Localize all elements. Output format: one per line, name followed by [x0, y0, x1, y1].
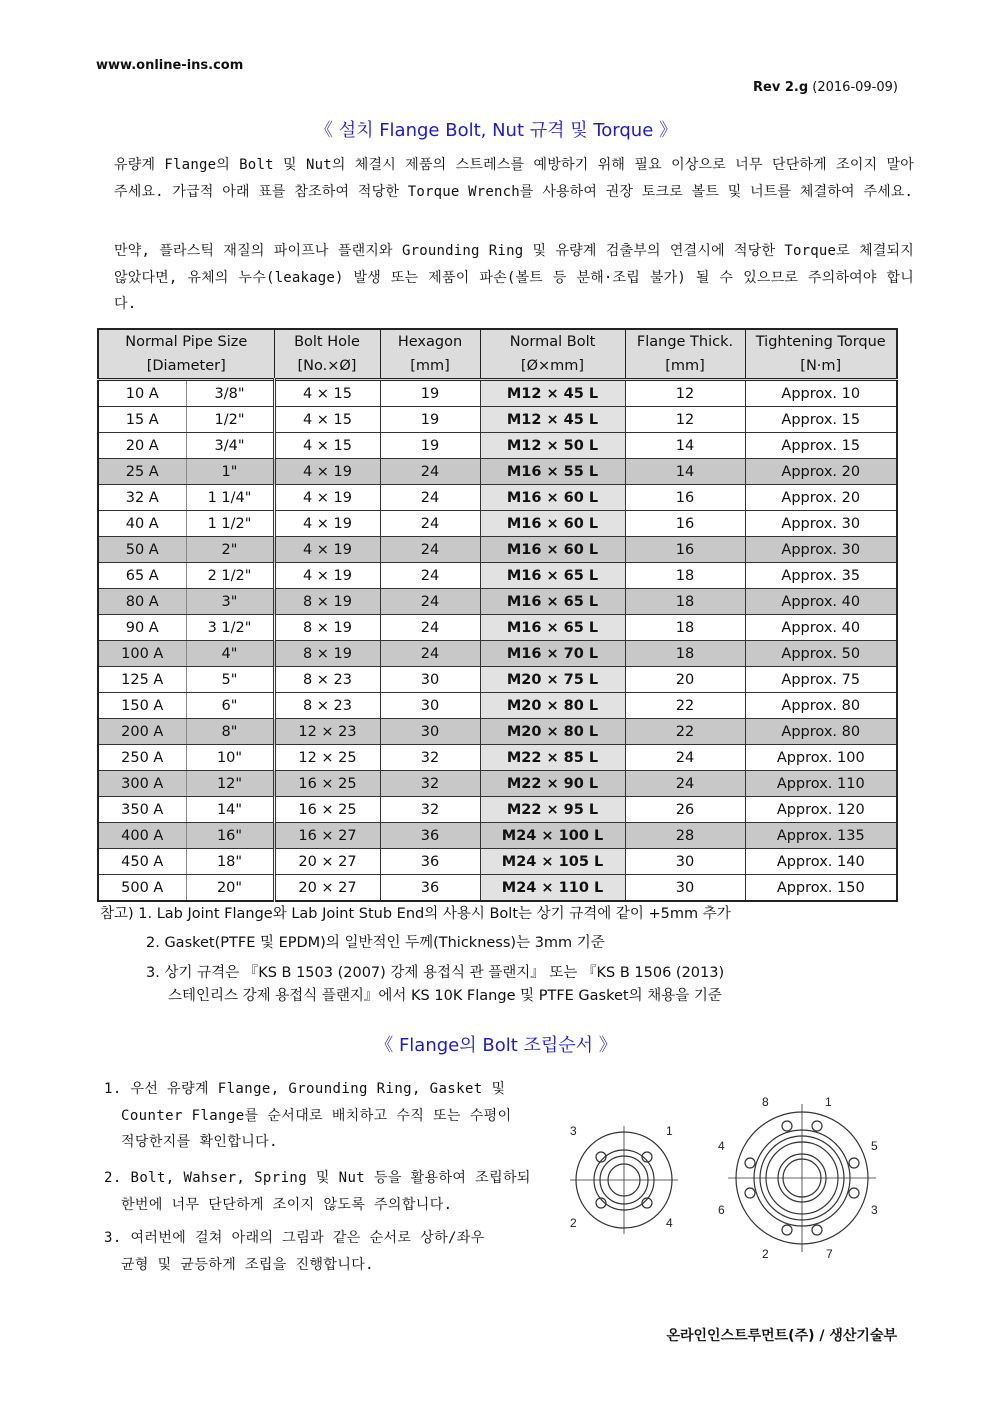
cell-size-mm: 500 A — [98, 875, 186, 902]
cell-size-inch: 18" — [186, 849, 274, 875]
cell-hexagon: 24 — [380, 641, 480, 667]
cell-hexagon: 24 — [380, 485, 480, 511]
cell-bolt-hole: 4 × 15 — [274, 380, 380, 407]
cell-size-inch: 12" — [186, 771, 274, 797]
table-row — [98, 563, 897, 589]
intro-paragraph-1: 유량계 Flange의 Bolt 및 Nut의 체결시 제품의 스트레스를 예방하기 위해 필요 이상으로 너무 단단하게 조이지 말아 주세요. 가급적 아래 표를 참조하여 적당한 Torque Wrench를 사용하여 권장 토크로 볼트 및 너트를 체결하여 주세요. — [114, 157, 914, 200]
cell-size-mm: 300 A — [98, 771, 186, 797]
cell-normal-bolt: M22 × 95 L — [480, 797, 625, 823]
cell-size-mm: 32 A — [98, 485, 186, 511]
cell-flange-thick: 18 — [625, 615, 745, 641]
table-body — [98, 380, 897, 902]
cell-torque: Approx. 15 — [745, 407, 897, 433]
step-3-line-1: 3. 여러번에 걸쳐 아래의 그림과 같은 순서로 상하/좌우 — [104, 1230, 485, 1246]
bolt-order-diagram — [560, 1090, 900, 1270]
table-row — [98, 641, 897, 667]
cell-size-inch: 5" — [186, 667, 274, 693]
table-header-2 — [274, 329, 380, 380]
cell-normal-bolt: M20 × 75 L — [480, 667, 625, 693]
cell-size-mm: 80 A — [98, 589, 186, 615]
cell-normal-bolt: M12 × 50 L — [480, 433, 625, 459]
bolt-label-8-5: 5 — [871, 1139, 878, 1153]
cell-hexagon: 24 — [380, 511, 480, 537]
cell-torque: Approx. 30 — [745, 511, 897, 537]
cell-hexagon: 32 — [380, 797, 480, 823]
cell-bolt-hole: 8 × 19 — [274, 615, 380, 641]
bolt-label-1: 1 — [666, 1124, 673, 1138]
table-row — [98, 459, 897, 485]
bolt-label-8-1: 1 — [825, 1095, 832, 1109]
cell-hexagon: 32 — [380, 745, 480, 771]
table-row — [98, 875, 897, 902]
cell-size-inch: 20" — [186, 875, 274, 902]
cell-hexagon: 30 — [380, 693, 480, 719]
cell-bolt-hole: 12 × 25 — [274, 745, 380, 771]
cell-size-mm: 350 A — [98, 797, 186, 823]
cell-size-inch: 4" — [186, 641, 274, 667]
cell-normal-bolt: M16 × 60 L — [480, 537, 625, 563]
table-header-line-1: Bolt Hole — [294, 334, 360, 350]
table-header-line-2: [mm] — [410, 358, 450, 374]
cell-size-mm: 100 A — [98, 641, 186, 667]
table-header-line-1: Tightening Torque — [755, 334, 886, 350]
cell-flange-thick: 28 — [625, 823, 745, 849]
cell-torque: Approx. 135 — [745, 823, 897, 849]
bolt-label-8-4: 4 — [718, 1139, 725, 1153]
cell-torque: Approx. 120 — [745, 797, 897, 823]
table-header-line-1: Flange Thick. — [636, 334, 734, 350]
table-row — [98, 380, 897, 407]
table-row — [98, 745, 897, 771]
table-row — [98, 537, 897, 563]
table-row — [98, 667, 897, 693]
cell-flange-thick: 16 — [625, 511, 745, 537]
eight-bolt-flange-diagram — [728, 1104, 876, 1252]
cell-size-mm: 50 A — [98, 537, 186, 563]
cell-size-inch: 3 1/2" — [186, 615, 274, 641]
cell-size-inch: 3/8" — [186, 380, 274, 407]
cell-flange-thick: 12 — [625, 380, 745, 407]
cell-bolt-hole: 4 × 19 — [274, 485, 380, 511]
footer-company: 온라인인스트루먼트(주) / 생산기술부 — [666, 1328, 897, 1344]
cell-size-mm: 125 A — [98, 667, 186, 693]
cell-size-inch: 3" — [186, 589, 274, 615]
cell-size-mm: 400 A — [98, 823, 186, 849]
cell-hexagon: 30 — [380, 667, 480, 693]
step-2-line-2: 한번에 너무 단단하게 조이지 않도록 주의합니다. — [121, 1196, 453, 1213]
revision-date: (2016-09-09) — [812, 80, 898, 95]
cell-hexagon: 36 — [380, 875, 480, 902]
cell-flange-thick: 24 — [625, 745, 745, 771]
table-header-6 — [745, 329, 897, 380]
cell-normal-bolt: M12 × 45 L — [480, 407, 625, 433]
cell-torque: Approx. 35 — [745, 563, 897, 589]
cell-normal-bolt: M20 × 80 L — [480, 693, 625, 719]
cell-bolt-hole: 8 × 23 — [274, 667, 380, 693]
table-header-line-2: [mm] — [665, 358, 705, 374]
step-1-line-3: 적당한지를 확인합니다. — [121, 1134, 278, 1150]
cell-size-mm: 65 A — [98, 563, 186, 589]
table-row — [98, 589, 897, 615]
table-row — [98, 719, 897, 745]
cell-flange-thick: 24 — [625, 771, 745, 797]
cell-hexagon: 32 — [380, 771, 480, 797]
cell-size-inch: 1 1/4" — [186, 485, 274, 511]
table-header-3 — [380, 329, 480, 380]
cell-bolt-hole: 20 × 27 — [274, 849, 380, 875]
cell-flange-thick: 18 — [625, 563, 745, 589]
bolt-label-4: 4 — [666, 1216, 673, 1230]
cell-flange-thick: 26 — [625, 797, 745, 823]
four-bolt-flange-diagram — [570, 1126, 678, 1234]
cell-size-mm: 150 A — [98, 693, 186, 719]
note-2: 2. Gasket(PTFE 및 EPDM)의 일반적인 두께(Thickness)는 3mm 기준 — [146, 935, 605, 951]
cell-normal-bolt: M16 × 60 L — [480, 485, 625, 511]
cell-bolt-hole: 4 × 15 — [274, 433, 380, 459]
cell-flange-thick: 22 — [625, 693, 745, 719]
section-title-assembly: 《 Flange의 Bolt 조립순서 》 — [375, 1035, 617, 1056]
cell-size-inch: 2" — [186, 537, 274, 563]
step-1 — [104, 1076, 549, 1156]
cell-hexagon: 24 — [380, 537, 480, 563]
cell-size-inch: 14" — [186, 797, 274, 823]
bolt-label-8-7: 7 — [826, 1247, 833, 1261]
bolt-label-8-2: 2 — [762, 1247, 769, 1261]
note-1: 참고) 1. Lab Joint Flange와 Lab Joint Stub End의 사용시 Bolt는 상기 규격에 같이 +5mm 추가 — [100, 906, 731, 922]
cell-flange-thick: 22 — [625, 719, 745, 745]
cell-size-inch: 1" — [186, 459, 274, 485]
bolt-label-8-8: 8 — [762, 1095, 769, 1109]
table-header-1 — [98, 329, 274, 380]
step-3 — [104, 1225, 549, 1278]
cell-bolt-hole: 12 × 23 — [274, 719, 380, 745]
site-url: www.online-ins.com — [96, 58, 244, 73]
cell-size-mm: 20 A — [98, 433, 186, 459]
cell-bolt-hole: 8 × 19 — [274, 589, 380, 615]
cell-hexagon: 30 — [380, 719, 480, 745]
table-header-line-2: [Ø×mm] — [520, 358, 585, 374]
cell-hexagon: 19 — [380, 407, 480, 433]
cell-normal-bolt: M22 × 85 L — [480, 745, 625, 771]
bolt-label-3: 3 — [570, 1124, 577, 1138]
cell-normal-bolt: M16 × 65 L — [480, 563, 625, 589]
cell-size-inch: 3/4" — [186, 433, 274, 459]
cell-normal-bolt: M16 × 70 L — [480, 641, 625, 667]
cell-size-inch: 6" — [186, 693, 274, 719]
cell-torque: Approx. 50 — [745, 641, 897, 667]
note-3: 3. 상기 규격은 『KS B 1503 (2007) 강제 용접식 관 플랜지』 또는 『KS B 1506 (2013) — [146, 965, 725, 981]
bolt-label-8-3: 3 — [871, 1203, 878, 1217]
cell-torque: Approx. 75 — [745, 667, 897, 693]
cell-bolt-hole: 8 × 23 — [274, 693, 380, 719]
cell-flange-thick: 30 — [625, 875, 745, 902]
table-header-5 — [625, 329, 745, 380]
cell-torque: Approx. 10 — [745, 380, 897, 407]
cell-size-mm: 15 A — [98, 407, 186, 433]
table-row — [98, 797, 897, 823]
table-row — [98, 485, 897, 511]
cell-size-inch: 1 1/2" — [186, 511, 274, 537]
cell-size-inch: 2 1/2" — [186, 563, 274, 589]
cell-torque: Approx. 30 — [745, 537, 897, 563]
cell-flange-thick: 30 — [625, 849, 745, 875]
cell-normal-bolt: M16 × 55 L — [480, 459, 625, 485]
cell-torque: Approx. 20 — [745, 485, 897, 511]
cell-torque: Approx. 15 — [745, 433, 897, 459]
cell-bolt-hole: 16 × 25 — [274, 797, 380, 823]
cell-flange-thick: 14 — [625, 459, 745, 485]
table-row — [98, 407, 897, 433]
cell-normal-bolt: M24 × 110 L — [480, 875, 625, 902]
bolt-label-8-6: 6 — [718, 1203, 725, 1217]
cell-hexagon: 24 — [380, 589, 480, 615]
cell-size-mm: 10 A — [98, 380, 186, 407]
cell-bolt-hole: 4 × 19 — [274, 459, 380, 485]
cell-bolt-hole: 4 × 19 — [274, 511, 380, 537]
table-row — [98, 823, 897, 849]
cell-size-inch: 8" — [186, 719, 274, 745]
cell-flange-thick: 16 — [625, 537, 745, 563]
cell-flange-thick: 16 — [625, 485, 745, 511]
cell-normal-bolt: M24 × 105 L — [480, 849, 625, 875]
step-2 — [104, 1165, 549, 1218]
cell-hexagon: 24 — [380, 615, 480, 641]
cell-normal-bolt: M16 × 65 L — [480, 589, 625, 615]
cell-size-mm: 200 A — [98, 719, 186, 745]
table-header-line-2: [Diameter] — [146, 358, 226, 374]
bolt-label-2: 2 — [570, 1216, 577, 1230]
cell-bolt-hole: 4 × 19 — [274, 537, 380, 563]
cell-torque: Approx. 40 — [745, 615, 897, 641]
table-row — [98, 511, 897, 537]
cell-flange-thick: 14 — [625, 433, 745, 459]
cell-size-mm: 450 A — [98, 849, 186, 875]
cell-normal-bolt: M24 × 100 L — [480, 823, 625, 849]
cell-hexagon: 19 — [380, 433, 480, 459]
cell-bolt-hole: 8 × 19 — [274, 641, 380, 667]
table-header-row — [98, 329, 897, 380]
table-row — [98, 433, 897, 459]
table-header-line-1: Normal Pipe Size — [125, 334, 248, 350]
cell-torque: Approx. 20 — [745, 459, 897, 485]
table-row — [98, 771, 897, 797]
cell-flange-thick: 12 — [625, 407, 745, 433]
cell-hexagon: 24 — [380, 459, 480, 485]
cell-normal-bolt: M16 × 60 L — [480, 511, 625, 537]
cell-size-mm: 25 A — [98, 459, 186, 485]
cell-size-inch: 16" — [186, 823, 274, 849]
cell-hexagon: 24 — [380, 563, 480, 589]
cell-flange-thick: 20 — [625, 667, 745, 693]
revision-label: Rev 2.g — [753, 80, 809, 95]
cell-torque: Approx. 80 — [745, 693, 897, 719]
table-header-line-2: [No.×Ø] — [297, 358, 357, 374]
cell-hexagon: 19 — [380, 380, 480, 407]
cell-normal-bolt: M12 × 45 L — [480, 380, 625, 407]
cell-bolt-hole: 4 × 19 — [274, 563, 380, 589]
table-header-line-2: [N·m] — [800, 358, 842, 374]
cell-size-inch: 10" — [186, 745, 274, 771]
cell-bolt-hole: 16 × 25 — [274, 771, 380, 797]
cell-normal-bolt: M16 × 65 L — [480, 615, 625, 641]
table-row — [98, 849, 897, 875]
cell-torque: Approx. 140 — [745, 849, 897, 875]
table-header-4 — [480, 329, 625, 380]
table-header-line-1: Hexagon — [397, 334, 463, 350]
step-1-line-2: Counter Flange를 순서대로 배치하고 수직 또는 수평이 — [121, 1107, 512, 1124]
cell-torque: Approx. 110 — [745, 771, 897, 797]
table-row — [98, 693, 897, 719]
cell-torque: Approx. 40 — [745, 589, 897, 615]
table-row — [98, 615, 897, 641]
intro-paragraph-2: 만약, 플라스틱 재질의 파이프나 플랜지와 Grounding Ring 및 유량계 검출부의 연결시에 적당한 Torque로 체결되지 않았다면, 유체의 누수(leakage) 발생 또는 제품이 파손(볼트 등 분해·조립 불가) 될 수 있으므로 주의하여야 합니다. — [114, 243, 914, 312]
cell-size-mm: 40 A — [98, 511, 186, 537]
cell-size-mm: 90 A — [98, 615, 186, 641]
cell-bolt-hole: 4 × 15 — [274, 407, 380, 433]
cell-hexagon: 36 — [380, 823, 480, 849]
cell-normal-bolt: M22 × 90 L — [480, 771, 625, 797]
revision — [753, 80, 898, 95]
cell-bolt-hole: 16 × 27 — [274, 823, 380, 849]
table-header-line-1: Normal Bolt — [509, 334, 596, 350]
step-2-line-1: 2. Bolt, Wahser, Spring 및 Nut 등을 활용하여 조립하되 — [104, 1170, 531, 1186]
cell-hexagon: 36 — [380, 849, 480, 875]
spec-table — [97, 328, 898, 902]
cell-size-mm: 250 A — [98, 745, 186, 771]
cell-normal-bolt: M20 × 80 L — [480, 719, 625, 745]
cell-bolt-hole: 20 × 27 — [274, 875, 380, 902]
cell-torque: Approx. 100 — [745, 745, 897, 771]
note-3-cont: 스테인리스 강제 용접식 플랜지』에서 KS 10K Flange 및 PTFE Gasket의 채용을 기준 — [168, 988, 722, 1004]
cell-flange-thick: 18 — [625, 589, 745, 615]
cell-size-inch: 1/2" — [186, 407, 274, 433]
step-3-line-2: 균형 및 균등하게 조립을 진행합니다. — [121, 1256, 375, 1273]
cell-flange-thick: 18 — [625, 641, 745, 667]
step-1-line-1: 1. 우선 유량계 Flange, Grounding Ring, Gasket 및 — [104, 1081, 506, 1097]
cell-torque: Approx. 80 — [745, 719, 897, 745]
page-title: 《 설치 Flange Bolt, Nut 규격 및 Torque 》 — [314, 120, 678, 141]
cell-torque: Approx. 150 — [745, 875, 897, 902]
